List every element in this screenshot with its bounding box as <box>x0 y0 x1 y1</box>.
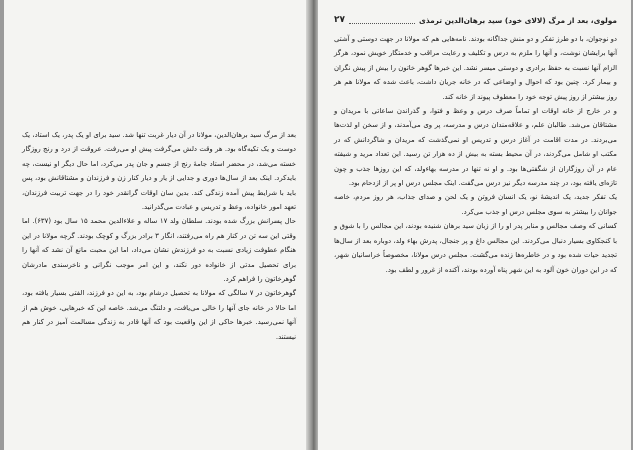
right-paragraph-1: دو نوجوان، با دو طرز تفکر و دو منش جداگانه بودند. نامه‌هایی هم که مولانا در جهت دوستی و آشتی آنها برایشان نوشت، و آنها را ملزم به درس و تکلیف و رعایت مراقب و خدمتگار خویش نمود، هرگز الزام آنها نسبت به حفظ برادری و دوستی میسر نشد. این خبرها گوهر خاتون را بیش از پیش نگران و بیمار کرد. چنین بود که احوال و اوضاعی که در خانه جریان داشت، باعث شده که مولانا هم هر روز بیشتر از روز پیش توجه خود را معطوف پیوند از خانه کند. <box>334 35 617 101</box>
left-paragraph-3: گوهرخاتون در ۷ سالگی که مولانا به تحصیل درشام بود، به این دو فرزند، الفتی بسیار یافته بود، اما حالا در خانه جای آنها را خالی می‌یافت، و دلتنگ می‌شد. خاصه این که خبرهایی، خوش هم از آنها نمی‌رسید. خبرها حاکی از این واقعیت بود که آنها قادر به زندگی مسالمت آمیز در کنار هم نیستند. <box>22 289 297 341</box>
header-leader-dots <box>349 17 415 24</box>
right-paragraph-3: یک تفکر جدید، یک اندیشهٔ نو، یک انسان فروتن و یک لحن و صدای جذاب، هر روز مردم، خاصه جوانان را بیشتر به سوی مجلس درس او جذب می‌کرد. <box>334 193 617 216</box>
right-page-body <box>334 32 617 277</box>
right-paragraph-2: و در خارج از خانه اوقات او تماماً صرف درس و وعظ و فتوا، و گذراندن ساعاتی با مریدان و مشتاقان می‌شد. طالبان علم، و علاقه‌مندان درس و مدرسه، پر وی می‌آمدند، و از سخن او لذت‌ها می‌بردند. در مدت اقامت در آغاز درس و تدریس او نمی‌گذشت که مریدان و شاگردانش که در مکتب او شامل می‌گردند، در آن محیط بسته به بیش از ده هزار تن رسید. این تعداد مرید و شیفته عام در آن روزگاران از شگفتی‌ها بود. و او نه تنها در مدرسه بهاءولد، که این روزها جذب و چون تازه‌ای یافته بود، در چند مدرسه دیگر نیز درس می‌گفت. اینک مجلس درس او پر از ازدحام بود. <box>334 107 617 188</box>
left-page-body <box>22 128 296 344</box>
page-number: ۲۷ <box>334 15 345 25</box>
left-paragraph-1: بعد از مرگ سید برهان‌الدین، مولانا در آن دیار غربت تنها شد. سید برای او یک پدر، یک استاد، یک دوست و یک تکیه‌گاه بود. هر وقت دلش می‌گرفت پیش او می‌رفت. عروقت از درد و رنج روزگار خسته می‌شد، در محضر استاد جامهٔ رنج از جسم و جان پدر می‌کرد، اما حال دیگر او نیست، چه بایدکرد. اینک بعد از سال‌ها دوری و جدایی از یار و دیار کنار زن و فرزندان و مشتاقانش بود، پس باید با شرایط پیش آمده زندگی کند. بدین سان اوقات گرانقدر خود را در جهت تربیت فرزندان، تعهد امور خانواده، وعظ و تدریس و عبادت می‌گذرانید. <box>22 131 296 212</box>
running-header-title: مولوی، بعد از مرگ (لالای خود) سید برهان‌الدین ترمذی <box>419 15 617 25</box>
running-header <box>334 12 617 28</box>
left-page <box>4 0 308 450</box>
right-page <box>318 0 631 450</box>
left-paragraph-2: حال پسرانش بزرگ شده بودند. سلطان ولد ۱۷ ساله و علاء‌الدین محمد ۱۵ سال بود (۶۳۷). اما وقتی این سه تن در کنار هم راه می‌رفتند، انگار ۳ برادر بزرگ و کوچک بودند. گرچه مولانا در این هنگام عطوفت زیادی نسبت به دو فرزندش نشان می‌داد، اما این محبت مانع آن نشد که آنها را برای تحصیل مدتی از خانواده دور نکند، و این امر موجب نگرانی و ناخرسندی مادرشان گوهرخاتون را فراهم کرد. <box>22 217 296 284</box>
right-paragraph-4: کسانی که وصف مجالس و منابر پدر او را از زبان سید برهان شنیده بودند، این مجالس را با شوق و با کنجکاوی بسیار دنبال می‌کردند. این مجالس داغ و پر جنجال، پدرش بهاء ولد، دوباره بعد از سال‌ها تجدید حیات شده بود و در خاطره‌ها زنده می‌گشت. مجلس درس مولانا، مخصوصاً خراسانیان شهر، که در این دوران خون آلود به این شهر پناه آورده بودند، آکنده از غرور و لطف بود. <box>334 222 617 274</box>
